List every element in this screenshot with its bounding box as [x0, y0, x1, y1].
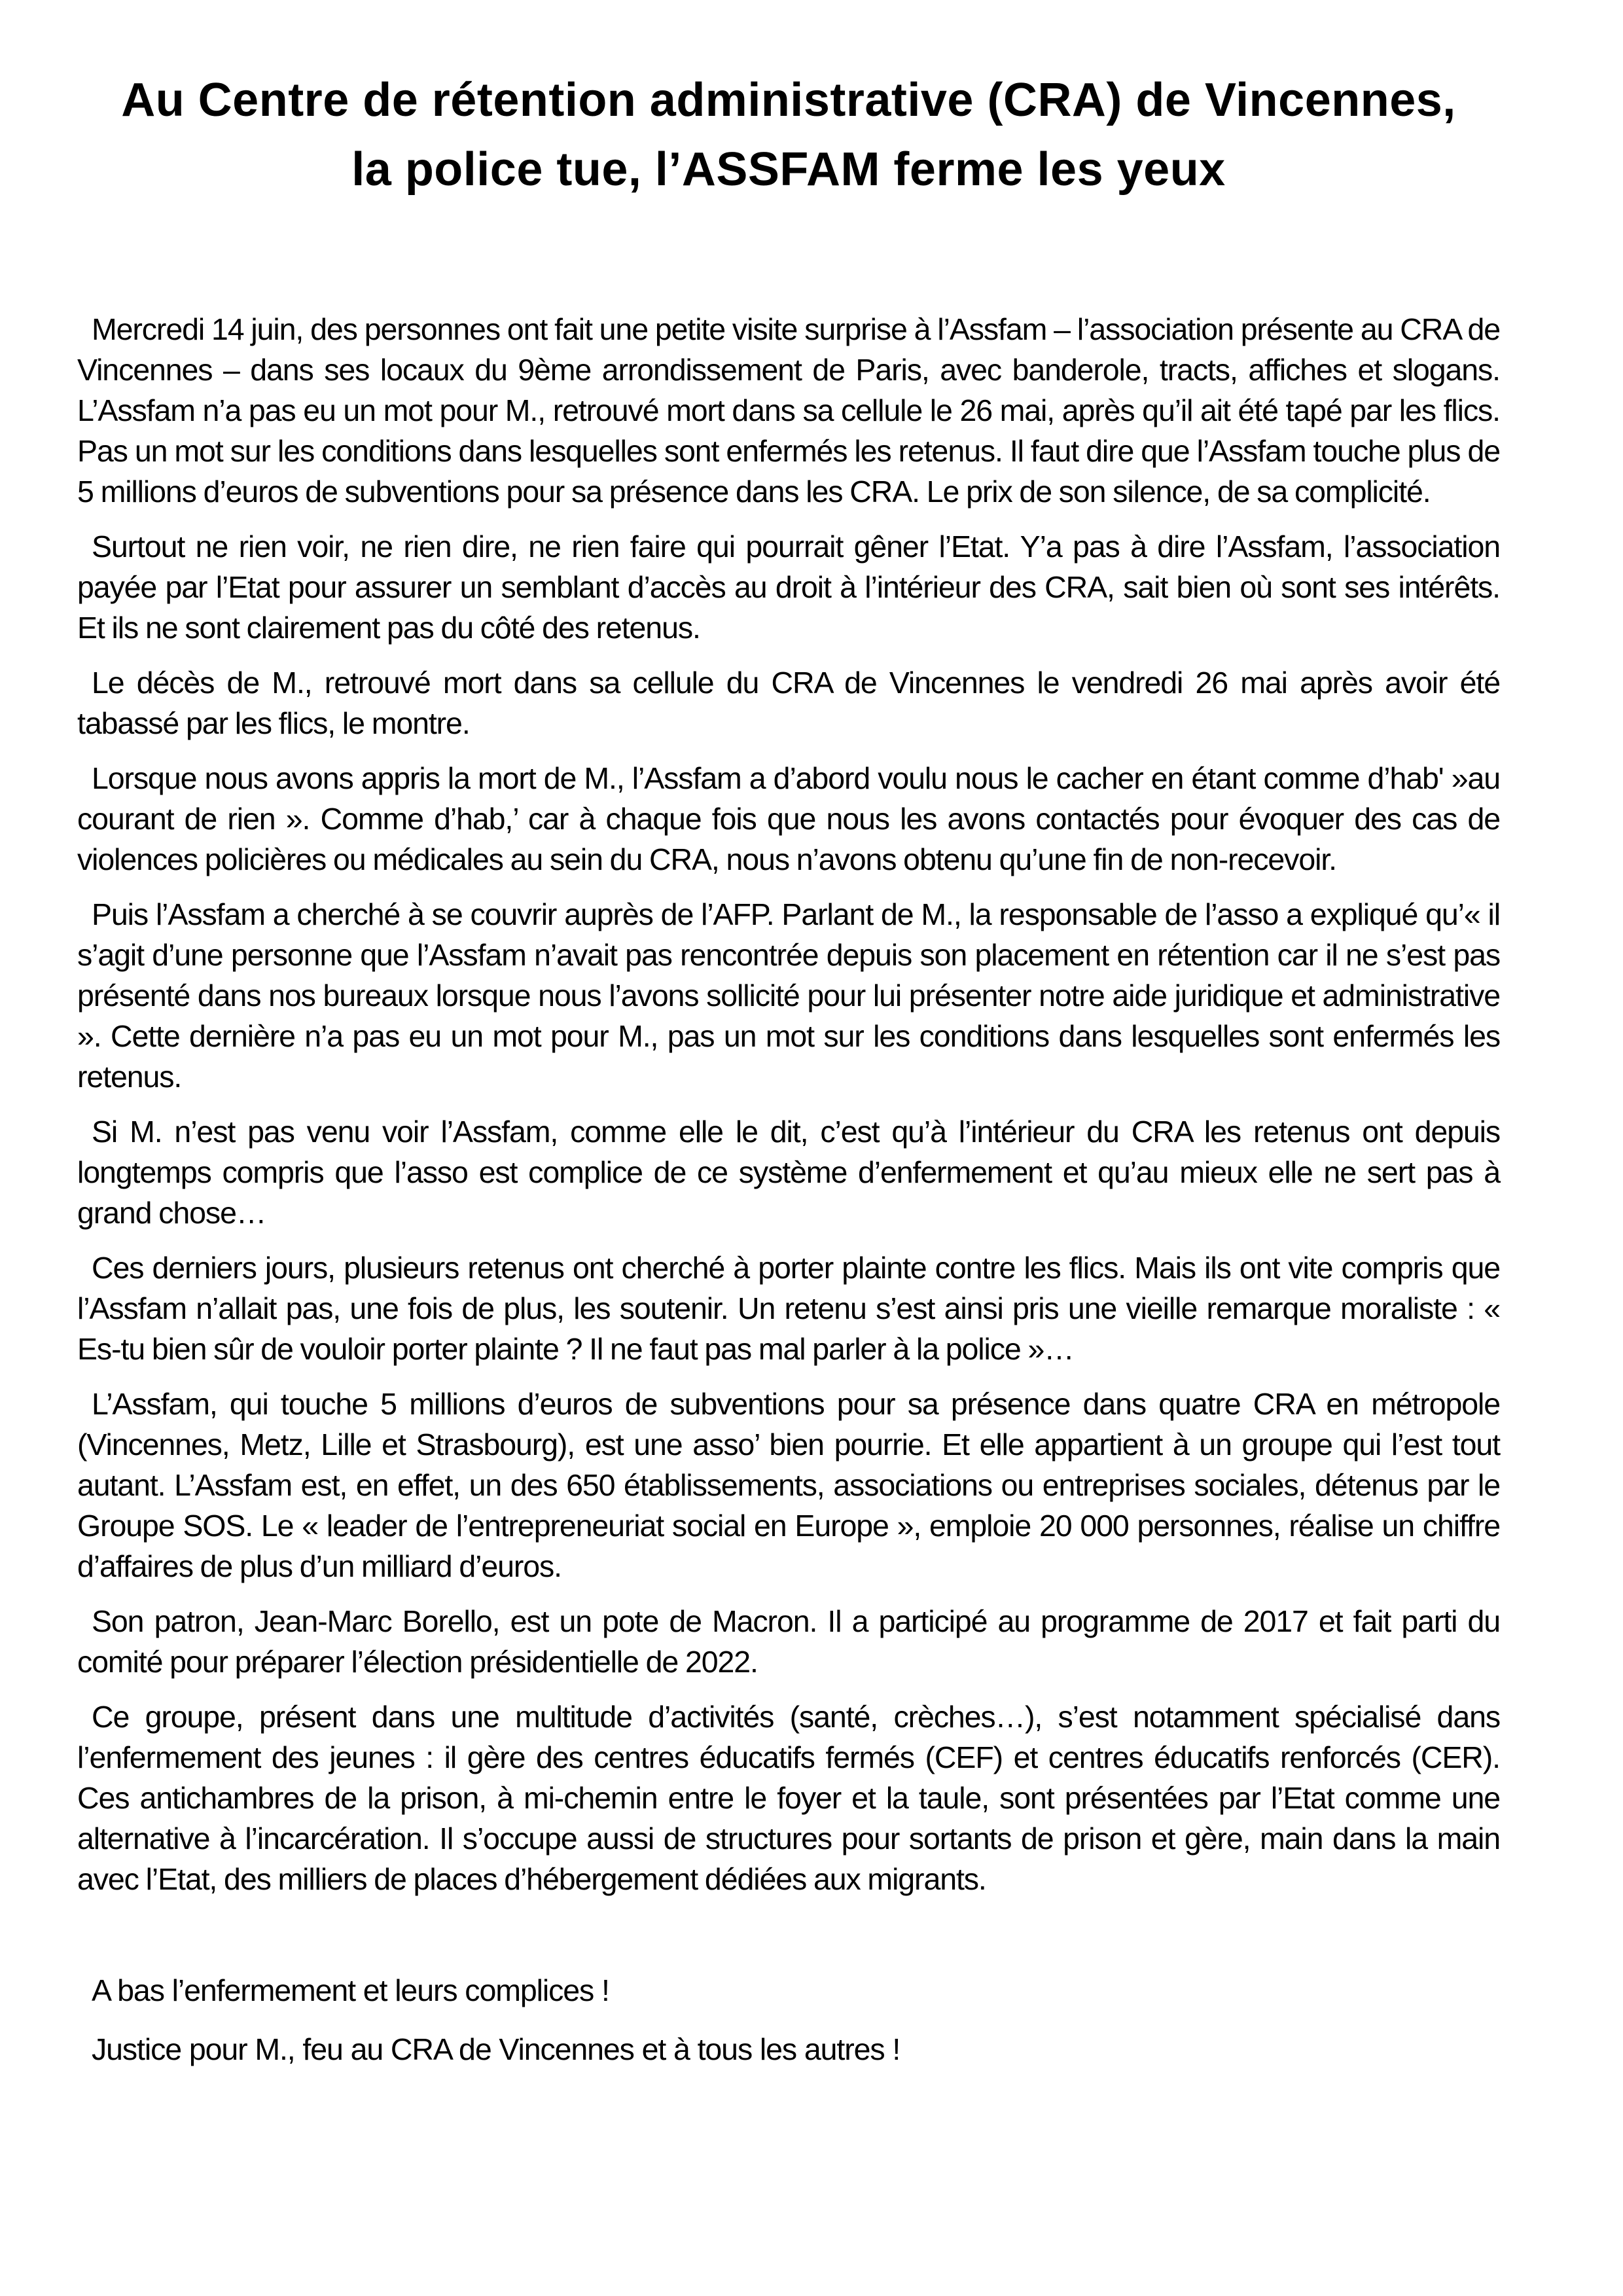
- paragraph: Si M. n’est pas venu voir l’Assfam, comme elle le dit, c’est qu’à l’intérieur du CRA les retenus ont depuis longtemps compris que l’asso est complice de ce système d’enfermement et qu’au mieux elle ne sert pas à grand chose…: [77, 1115, 1500, 1230]
- document-page: [77, 65, 1500, 2088]
- slogan-line: A bas l’enfermement et leurs complices !: [92, 1973, 609, 2007]
- title-line-1: Au Centre de rétention administrative (CRA) de Vincennes,: [121, 74, 1456, 126]
- slogan-line: Justice pour M., feu au CRA de Vincennes et à tous les autres !: [92, 2032, 901, 2066]
- paragraph: Lorsque nous avons appris la mort de M., l’Assfam a d’abord voulu nous le cacher en étant comme d’hab' »au courant de rien ». Comme d’hab,’ car à chaque fois que nous les avons contactés pour évoquer des cas de violences policières ou médicales au sein du CRA, nous n’avons obtenu qu’une fin de non-recevoir.: [77, 761, 1500, 876]
- title-line-2: la police tue, l’ASSFAM ferme les yeux: [351, 143, 1226, 196]
- paragraph: Surtout ne rien voir, ne rien dire, ne rien faire qui pourrait gêner l’Etat. Y’a pas à dire l’Assfam, l’association payée par l’Etat pour assurer un semblant d’accès au droit à l’intérieur des CRA, sait bien où sont ses intérêts. Et ils ne sont clairement pas du côté des retenus.: [77, 529, 1500, 645]
- closing-slogans: [77, 1970, 1500, 2070]
- paragraph: L’Assfam, qui touche 5 millions d’euros de subventions pour sa présence dans quatre CRA en métropole (Vincennes, Metz, Lille et Strasbourg), est une asso’ bien pourrie. Et elle appartient à un groupe qui l’est tout autant. L’Assfam est, en effet, un des 650 établissements, associations ou entreprises sociales, détenus par le Groupe SOS. Le « leader de l’entrepreneuriat social en Europe », emploie 20 000 personnes, réalise un chiffre d’affaires de plus d’un milliard d’euros.: [77, 1387, 1500, 1583]
- article-body: [77, 309, 1500, 1899]
- paragraph: Le décès de M., retrouvé mort dans sa cellule du CRA de Vincennes le vendredi 26 mai après avoir été tabassé par les flics, le montre.: [77, 666, 1500, 740]
- paragraph: Ces derniers jours, plusieurs retenus ont cherché à porter plainte contre les flics. Mais ils ont vite compris que l’Assfam n’allait pas, une fois de plus, les soutenir. Un retenu s’est ainsi pris une vieille remarque moraliste : « Es-tu bien sûr de vouloir porter plainte ? Il ne faut pas mal parler à la police »…: [77, 1251, 1500, 1366]
- document-title: [77, 65, 1500, 204]
- paragraph: Ce groupe, présent dans une multitude d’activités (santé, crèches…), s’est notamment spécialisé dans l’enfermement des jeunes : il gère des centres éducatifs fermés (CEF) et centres éducatifs renforcés (CER). Ces antichambres de la prison, à mi-chemin entre le foyer et la taule, sont présentées par l’Etat comme une alternative à l’incarcération. Il s’occupe aussi de structures pour sortants de prison et gère, main dans la main avec l’Etat, des milliers de places d’hébergement dédiées aux migrants.: [77, 1700, 1500, 1896]
- paragraph: Puis l’Assfam a cherché à se couvrir auprès de l’AFP. Parlant de M., la responsable de l’asso a expliqué qu’« il s’agit d’une personne que l’Assfam n’avait pas rencontrée depuis son placement en rétention car il ne s’est pas présenté dans nos bureaux lorsque nous l’avons sollicité pour lui présenter notre aide juridique et administrative ». Cette dernière n’a pas eu un mot pour M., pas un mot sur les conditions dans lesquelles sont enfermés les retenus.: [77, 897, 1500, 1094]
- paragraph: Mercredi 14 juin, des personnes ont fait une petite visite surprise à l’Assfam – l’association présente au CRA de Vincennes – dans ses locaux du 9ème arrondissement de Paris, avec banderole, tracts, affiches et slogans. L’Assfam n’a pas eu un mot pour M., retrouvé mort dans sa cellule le 26 mai, après qu’il ait été tapé par les flics. Pas un mot sur les conditions dans lesquelles sont enfermés les retenus. Il faut dire que l’Assfam touche plus de 5 millions d’euros de subventions pour sa présence dans les CRA. Le prix de son silence, de sa complicité.: [77, 312, 1500, 509]
- paragraph: Son patron, Jean-Marc Borello, est un pote de Macron. Il a participé au programme de 2017 et fait parti du comité pour préparer l’élection présidentielle de 2022.: [77, 1604, 1500, 1679]
